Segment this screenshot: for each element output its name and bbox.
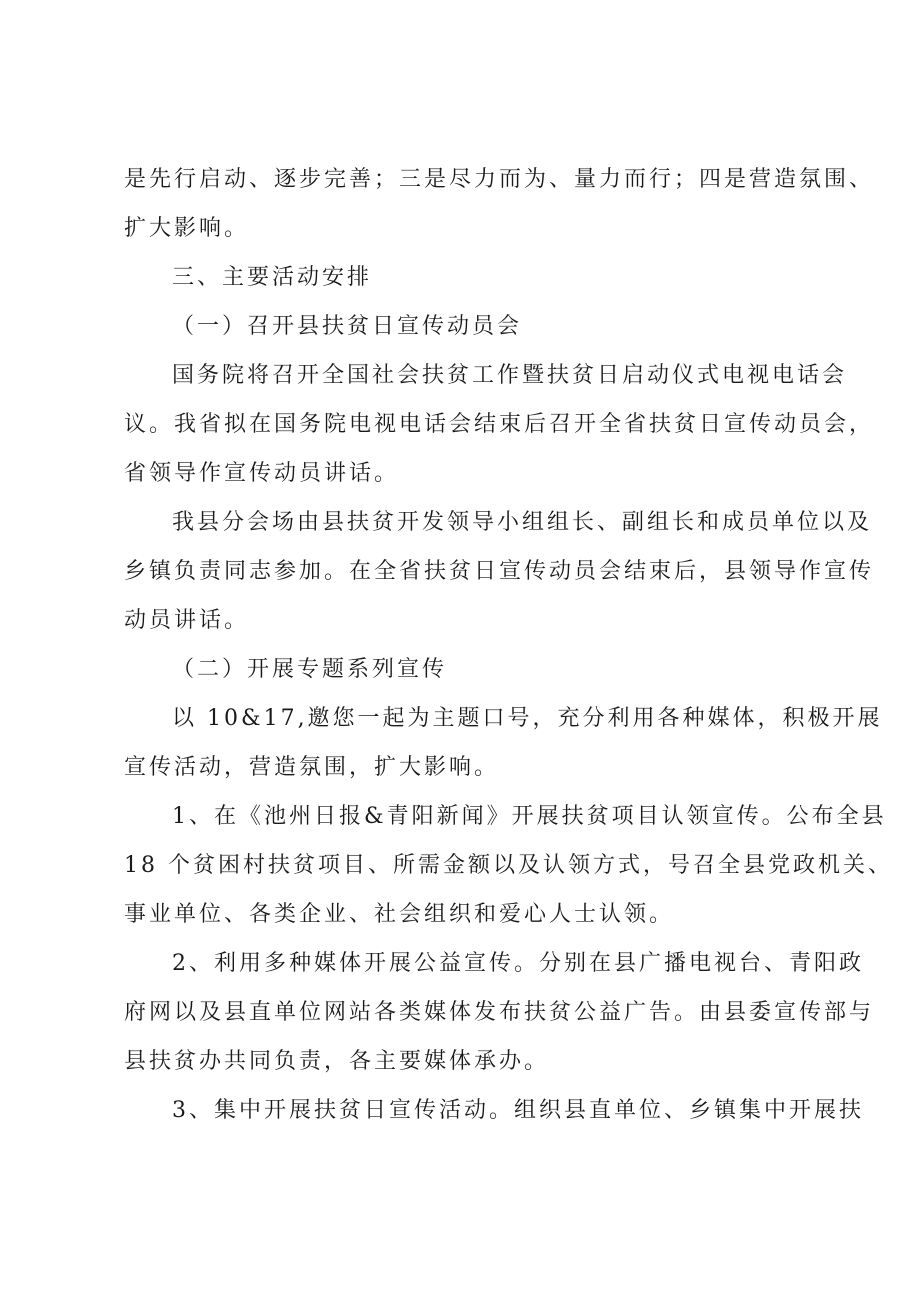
body-text-line: 3、集中开展扶贫日宣传活动。组织县直单位、乡镇集中开展扶 bbox=[172, 1098, 864, 1123]
body-text-line: 动员讲话。 bbox=[124, 608, 250, 633]
body-text-line: 18 个贫困村扶贫项目、所需金额以及认领方式，号召全县党政机关、 bbox=[124, 853, 893, 878]
body-text-line: 是先行启动、逐步完善；三是尽力而为、量力而行；四是营造氛围、 bbox=[124, 167, 875, 192]
body-text-line: 我县分会场由县扶贫开发领导小组组长、副组长和成员单位以及 bbox=[172, 510, 873, 535]
body-text-line: 1、在《池州日报&青阳新闻》开展扶贫项目认领宣传。公布全县 bbox=[172, 804, 887, 829]
subsection-heading: （二）开展专题系列宣传 bbox=[172, 657, 448, 682]
body-text-line: 府网以及县直单位网站各类媒体发布扶贫公益广告。由县委宣传部与 bbox=[124, 1000, 875, 1025]
body-text-line: 县扶贫办共同负责，各主要媒体承办。 bbox=[124, 1049, 550, 1074]
body-text-line: 2、利用多种媒体开展公益宣传。分别在县广播电视台、青阳政 bbox=[172, 951, 864, 976]
body-text-line: 事业单位、各类企业、社会组织和爱心人士认领。 bbox=[124, 902, 675, 927]
body-text-line: 国务院将召开全国社会扶贫工作暨扶贫日启动仪式电视电话会 bbox=[172, 363, 848, 388]
subsection-heading: （一）召开县扶贫日宣传动员会 bbox=[172, 314, 523, 339]
body-text-line: 宣传活动，营造氛围，扩大影响。 bbox=[124, 755, 500, 780]
body-text-line: 议。我省拟在国务院电视电话会结束后召开全省扶贫日宣传动员会， bbox=[124, 412, 875, 437]
body-text-line: 以 10&17,邀您一起为主题口号，充分利用各种媒体，积极开展 bbox=[172, 706, 883, 731]
body-text-line: 乡镇负责同志参加。在全省扶贫日宣传动员会结束后，县领导作宣传 bbox=[124, 559, 875, 584]
body-text-line: 省领导作宣传动员讲话。 bbox=[124, 461, 400, 486]
body-text-line: 扩大影响。 bbox=[124, 216, 250, 241]
section-heading: 三、主要活动安排 bbox=[172, 265, 373, 290]
